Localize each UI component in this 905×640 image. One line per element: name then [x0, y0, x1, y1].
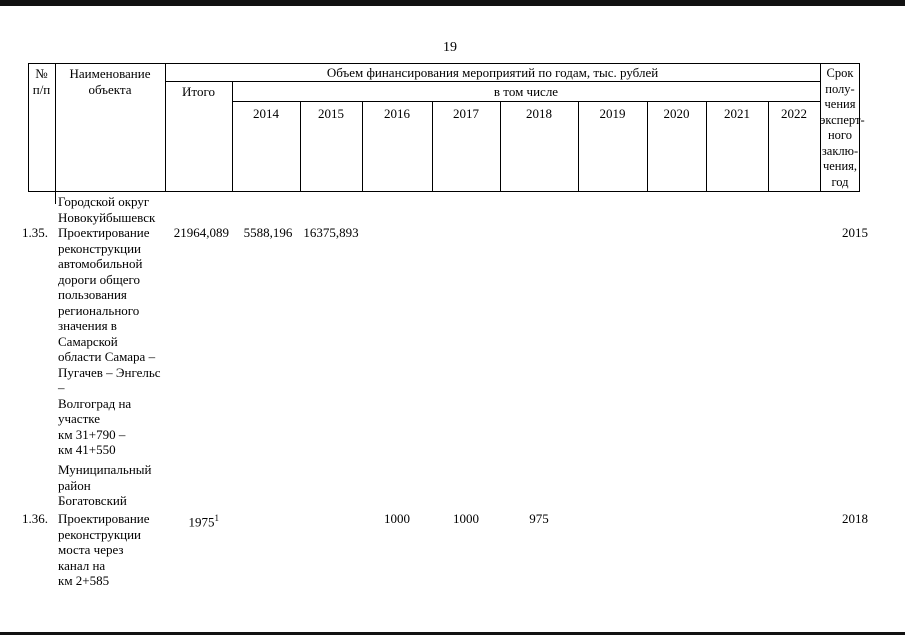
row-number: 1.36.: [22, 511, 48, 526]
header-year: 2020: [663, 106, 690, 121]
row-2017: 1000: [453, 511, 479, 526]
header-year: 2016: [384, 106, 410, 121]
group-title: Городской округ Новокуйбышевск: [58, 194, 156, 225]
header-term: Срок полу- чения эксперт- ного заклю- чения, год: [820, 66, 865, 189]
header-num: № п/п: [32, 66, 51, 97]
header-year: 2018: [526, 106, 552, 121]
row-name: Проектирование реконструкции моста через канал на км 2+585: [58, 511, 150, 588]
group-title: Муниципальный район Богатовский: [58, 462, 152, 508]
footnote-mark: 1: [214, 513, 219, 523]
header-year: 2014: [253, 106, 279, 121]
row-2015: 16375,893: [303, 225, 359, 240]
header-year: 2015: [318, 106, 344, 121]
header-funding: Объем финансирования мероприятий по годам, тыс. рублей: [326, 65, 659, 80]
page-number: 19: [443, 40, 457, 55]
header-year: 2017: [453, 106, 479, 121]
bottom-border: [0, 632, 905, 635]
row-2016: 1000: [384, 511, 410, 526]
row-2014: 5588,196: [243, 225, 293, 240]
row-2018: 975: [529, 511, 549, 526]
row-total: 21964,089: [173, 225, 229, 240]
row-total: 1975$^1$: [188, 513, 219, 530]
header-year: 2019: [599, 106, 626, 121]
header-year: 2021: [724, 106, 750, 121]
row-term: 2018: [842, 511, 868, 526]
header-year: 2022: [781, 106, 807, 121]
header-incl: в том числе: [493, 84, 559, 99]
row-term: 2015: [842, 225, 868, 240]
row-name: Проектирование реконструкции автомобильной дороги общего пользования регионального значения в Самарской области Самара – Пугачев – Энгельс – Волгоград на участке км 31+790 – км 41+550: [58, 225, 161, 457]
header-total: Итого: [182, 84, 215, 99]
top-border: [0, 0, 905, 6]
row-number: 1.35.: [22, 225, 48, 240]
header-name: Наименование объекта: [69, 66, 151, 97]
